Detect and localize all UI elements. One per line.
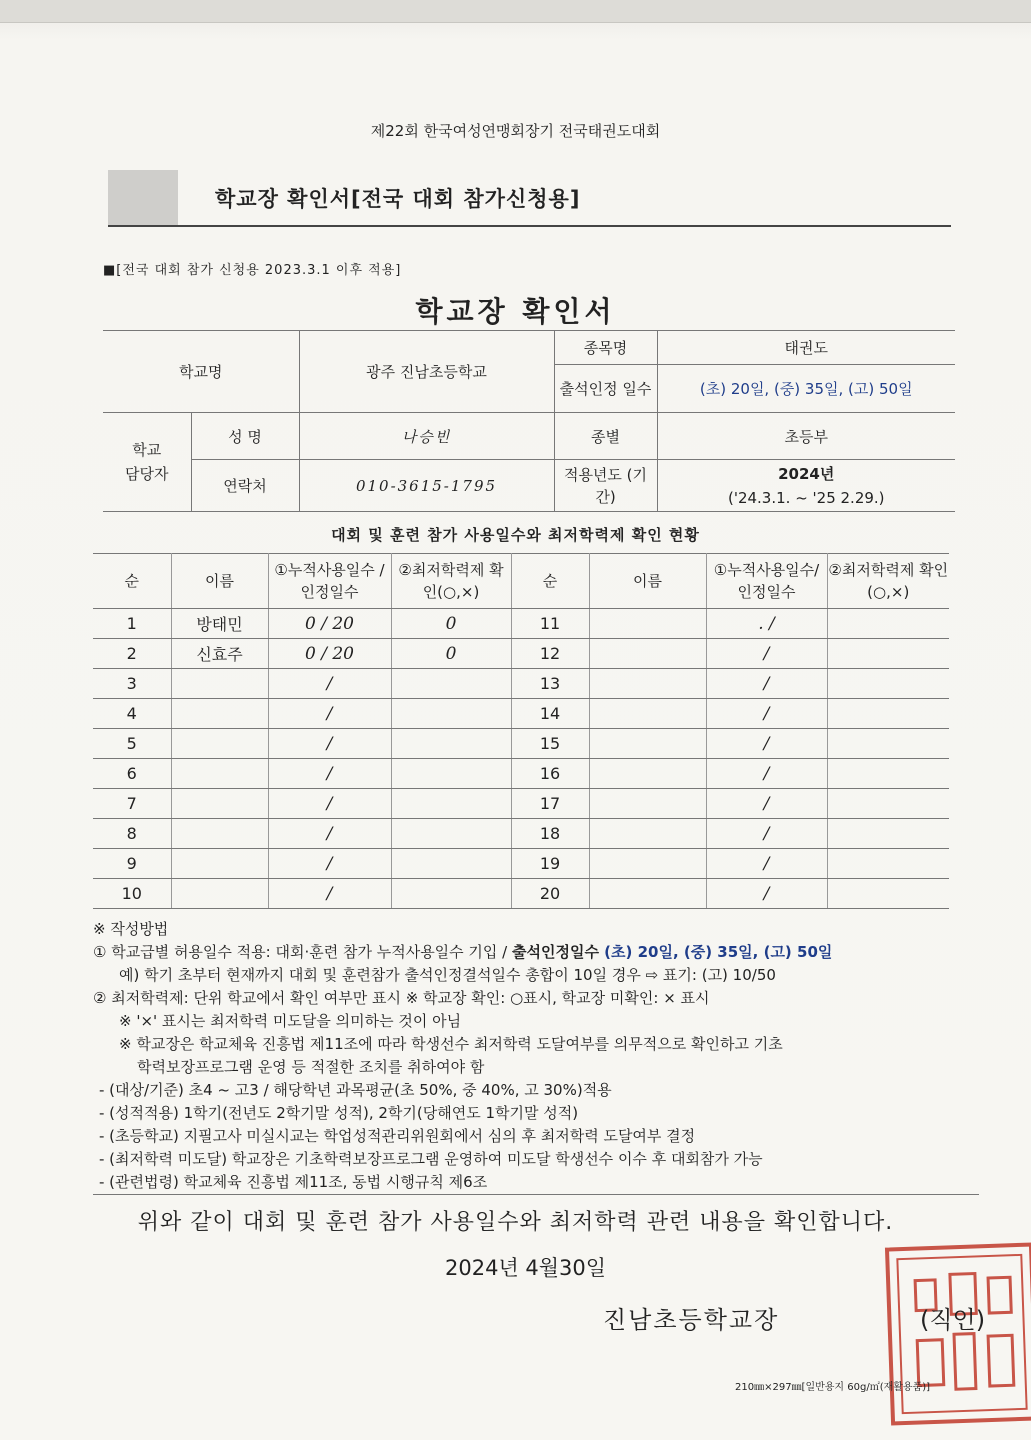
table-header-row — [93, 554, 949, 609]
row-check-2 — [827, 849, 949, 879]
row-name — [171, 699, 268, 729]
row-check — [391, 819, 511, 849]
school-label: 학교명 — [103, 331, 299, 413]
row-check — [391, 669, 511, 699]
row-no: 6 — [93, 759, 171, 789]
table-subtitle: 대회 및 훈련 참가 사용일수와 최저학력제 확인 현황 — [331, 526, 700, 544]
row-check-2 — [827, 729, 949, 759]
form-title: 학교장 확인서 — [415, 295, 616, 328]
row-name: 신효주 — [171, 639, 268, 669]
note-1-example: 예) 학기 초부터 현재까지 대회 및 훈련참가 출석인정결석일수 총합이 10일 경우 ⇨ 표기: (고) 10/50 — [119, 966, 776, 984]
table-row — [93, 669, 949, 699]
detail-3: - (초등학교) 지필고사 미실시교는 학업성적관리위원회에서 심의 후 최저학력 도달여부 결정 — [99, 1127, 696, 1145]
row-check-2 — [827, 699, 949, 729]
year-cell — [657, 460, 955, 512]
title-underline — [108, 225, 951, 227]
row-name — [171, 879, 268, 909]
row-days: / — [268, 819, 391, 849]
year-label: 적용년도 (기간) — [554, 460, 657, 512]
row-no-2: 19 — [511, 849, 589, 879]
row-days: / — [268, 729, 391, 759]
row-days: / — [268, 849, 391, 879]
row-no: 1 — [93, 609, 171, 639]
table-body — [93, 609, 949, 909]
header-no: 순 — [93, 554, 171, 609]
row-days: / — [268, 669, 391, 699]
note-2-c: 학력보장프로그램 운영 등 적절한 조치를 취하여야 함 — [137, 1058, 485, 1076]
row-days: / — [268, 879, 391, 909]
note-2-a: ※ '×' 표시는 최저학력 미도달을 의미하는 것이 아님 — [119, 1012, 462, 1030]
row-days: 0 / 20 — [268, 609, 391, 639]
note-1 — [93, 941, 983, 964]
header-days-2: ①누적사용일수/ 인정일수 — [706, 554, 827, 609]
header-check-2: ②최저학력제 확인(○,×) — [827, 554, 949, 609]
row-name — [171, 819, 268, 849]
row-check — [391, 699, 511, 729]
note-1-text: ① 학교급별 허용일수 적용: 대회·훈련 참가 누적사용일수 기입 / — [93, 943, 512, 961]
row-days-2: / — [706, 759, 827, 789]
row-name: 방태민 — [171, 609, 268, 639]
sport-value: 태권도 — [657, 331, 955, 365]
table-row — [93, 879, 949, 909]
row-name-2 — [589, 669, 706, 699]
table-row — [93, 699, 949, 729]
scan-top-edge — [0, 0, 1031, 23]
table-row — [93, 729, 949, 759]
row-name-2 — [589, 699, 706, 729]
row-no: 4 — [93, 699, 171, 729]
main-title: 학교장 확인서[전국 대회 참가신청용] — [215, 187, 581, 211]
row-name-2 — [589, 609, 706, 639]
school-value: 광주 진남초등학교 — [299, 331, 554, 413]
row-name — [171, 729, 268, 759]
sign-date: 2024년 4월30일 — [445, 1256, 607, 1280]
row-no-2: 11 — [511, 609, 589, 639]
row-no: 3 — [93, 669, 171, 699]
row-name-2 — [589, 789, 706, 819]
row-no-2: 14 — [511, 699, 589, 729]
paper-spec: 210㎜×297㎜[일반용지 60g/㎡(재활용품)] — [735, 1382, 931, 1393]
row-days: / — [268, 699, 391, 729]
row-days: / — [268, 789, 391, 819]
confirm-statement: 위와 같이 대회 및 훈련 참가 사용일수와 최저학력 관련 내용을 확인합니다. — [137, 1210, 894, 1235]
notes-heading: ※ 작성방법 — [93, 920, 169, 938]
row-name — [171, 669, 268, 699]
row-days-2: / — [706, 849, 827, 879]
detail-2: - (성적적용) 1학기(전년도 2학기말 성적), 2학기(당해연도 1학기말 성적) — [99, 1104, 579, 1122]
staff-label: 학교 담당자 — [103, 413, 191, 512]
row-check-2 — [827, 789, 949, 819]
signer-title: 진남초등학교장 — [603, 1306, 780, 1334]
row-name-2 — [589, 729, 706, 759]
row-check: 0 — [391, 609, 511, 639]
row-check — [391, 879, 511, 909]
row-no: 9 — [93, 849, 171, 879]
row-no: 2 — [93, 639, 171, 669]
name-label: 성 명 — [191, 413, 299, 460]
title-shade-box — [108, 170, 178, 225]
note-1-values: (초) 20일, (중) 35일, (고) 50일 — [598, 943, 833, 961]
row-name — [171, 759, 268, 789]
note-1-bold: 출석인정일수 — [512, 943, 599, 961]
row-no-2: 18 — [511, 819, 589, 849]
row-no: 7 — [93, 789, 171, 819]
row-check — [391, 789, 511, 819]
detail-4: - (최저학력 미도달) 학교장은 기초학력보장프로그램 운영하여 미도달 학생선수 이수 후 대회참가 가능 — [99, 1150, 763, 1168]
table-row — [93, 609, 949, 639]
row-name — [171, 849, 268, 879]
attendance-label: 출석인정 일수 — [554, 365, 657, 413]
row-no-2: 16 — [511, 759, 589, 789]
row-check-2 — [827, 879, 949, 909]
contact-label: 연락처 — [191, 460, 299, 512]
contact-value: 010-3615-1795 — [299, 460, 554, 512]
row-check: 0 — [391, 639, 511, 669]
period-value: ('24.3.1. ~ '25 2.29.) — [727, 488, 885, 507]
row-check-2 — [827, 669, 949, 699]
row-days-2: / — [706, 819, 827, 849]
table-row — [93, 639, 949, 669]
division-value: 초등부 — [657, 413, 955, 460]
row-name-2 — [589, 639, 706, 669]
row-no-2: 15 — [511, 729, 589, 759]
row-days-2: . / — [706, 609, 827, 639]
table-row — [93, 849, 949, 879]
row-no-2: 20 — [511, 879, 589, 909]
row-name-2 — [589, 819, 706, 849]
form-note: ■[전국 대회 참가 신청용 2023.3.1 이후 적용] — [103, 263, 402, 278]
row-no: 8 — [93, 819, 171, 849]
row-check-2 — [827, 639, 949, 669]
row-days-2: / — [706, 789, 827, 819]
row-name-2 — [589, 879, 706, 909]
header-name-2: 이름 — [589, 554, 706, 609]
attendance-value: (초) 20일, (중) 35일, (고) 50일 — [657, 365, 955, 413]
row-check — [391, 849, 511, 879]
year-value: 2024년 — [778, 464, 835, 483]
note-2-b: ※ 학교장은 학교체육 진흥법 제11조에 따라 학생선수 최저학력 도달여부를 의무적으로 확인하고 기초 — [119, 1035, 783, 1053]
info-table — [103, 330, 955, 512]
table-row — [93, 759, 949, 789]
usage-table — [93, 553, 949, 909]
row-name-2 — [589, 849, 706, 879]
row-check-2 — [827, 609, 949, 639]
sport-label: 종목명 — [554, 331, 657, 365]
row-no-2: 13 — [511, 669, 589, 699]
header-no-2: 순 — [511, 554, 589, 609]
name-value: 나승빈 — [299, 413, 554, 460]
row-no: 10 — [93, 879, 171, 909]
detail-1: - (대상/기준) 초4 ~ 고3 / 해당학년 과목평균(초 50%, 중 40%, 고 30%)적용 — [99, 1081, 612, 1099]
row-check — [391, 729, 511, 759]
row-check-2 — [827, 819, 949, 849]
row-days-2: / — [706, 639, 827, 669]
row-check — [391, 759, 511, 789]
row-days-2: / — [706, 729, 827, 759]
note-2: ② 최저학력제: 단위 학교에서 확인 여부만 표시 ※ 학교장 확인: ○표시, 학교장 미확인: × 표시 — [93, 989, 710, 1007]
header-days: ①누적사용일수 /인정일수 — [268, 554, 391, 609]
row-days: 0 / 20 — [268, 639, 391, 669]
row-no-2: 12 — [511, 639, 589, 669]
division-label: 종별 — [554, 413, 657, 460]
row-days-2: / — [706, 669, 827, 699]
row-name — [171, 789, 268, 819]
row-name-2 — [589, 759, 706, 789]
notes-section — [93, 918, 983, 1195]
event-title: 제22회 한국여성연맹회장기 전국태권도대회 — [370, 122, 661, 140]
seal-mark: (직인) — [920, 1306, 986, 1334]
header-name: 이름 — [171, 554, 268, 609]
row-days-2: / — [706, 879, 827, 909]
row-no-2: 17 — [511, 789, 589, 819]
row-check-2 — [827, 759, 949, 789]
table-row — [93, 789, 949, 819]
header-check: ②최저학력제 확인(○,×) — [391, 554, 511, 609]
row-no: 5 — [93, 729, 171, 759]
row-days-2: / — [706, 699, 827, 729]
row-days: / — [268, 759, 391, 789]
table-row — [93, 819, 949, 849]
detail-5: - (관련법령) 학교체육 진흥법 제11조, 동법 시행규칙 제6조 — [93, 1171, 979, 1195]
